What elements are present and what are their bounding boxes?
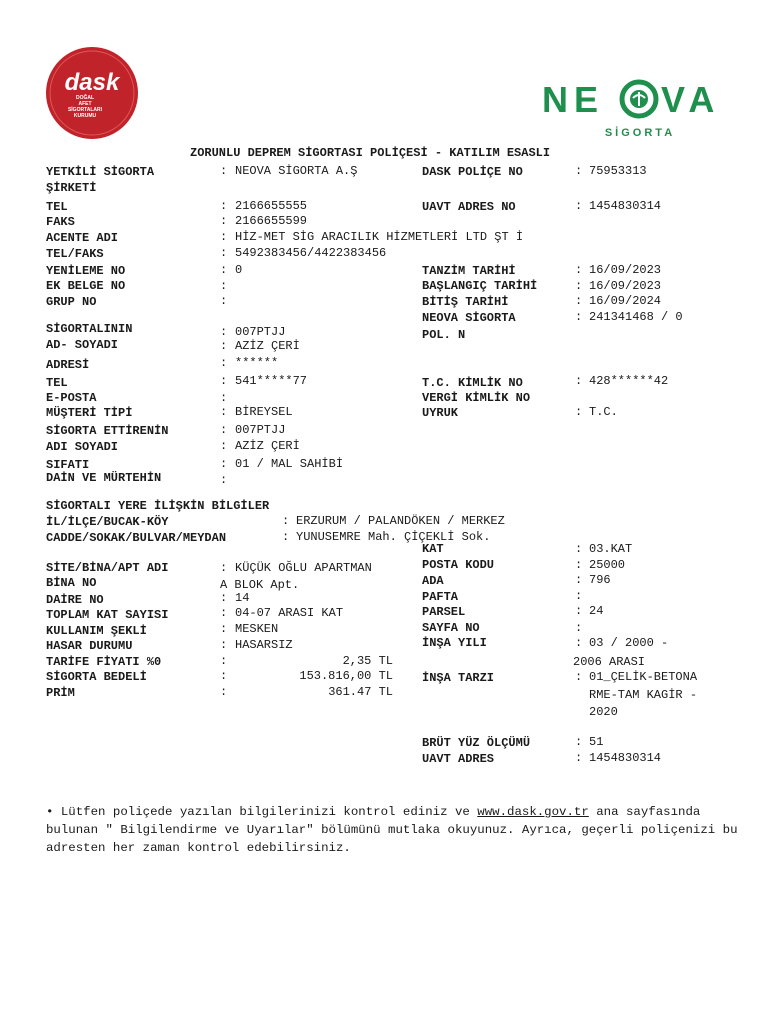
tarife-value: 2,35 TL [342,654,393,668]
dain-label: DAİN VE MÜRTEHİN [46,471,162,485]
daire-label: DAİRE NO [46,593,104,607]
posta-value: 25000 [589,558,626,572]
bitis-label: BİTİŞ TARİHİ [422,295,509,309]
info-note-text-2: ana sayfasında bulunan " Bilgilendirme ve Uyarılar" bölümünü mutlaka okuyunuz. Ayrıca, geçerli poliçenizi bu adresten her zaman kontrol edebilirsiniz. [46,805,738,855]
sigortali-value: 007PTJJ [235,325,286,339]
baslangic-label: BAŞLANGIÇ TARİHİ [422,279,538,293]
colon: : [220,606,228,620]
uyruk-label: UYRUK [422,406,459,420]
faks-value: 2166655599 [235,214,308,228]
neova-label: NEOVA SİGORTA [422,311,516,325]
colon: : [220,457,228,471]
company-label-2: ŞİRKETİ [46,181,97,195]
colon: : [220,339,228,353]
colon: : [220,439,228,453]
uavt-label: UAVT ADRES NO [422,200,516,214]
parsel-label: PARSEL [422,605,466,619]
colon: : [220,473,228,487]
dask-logo-sub-4: KURUMU [73,113,97,119]
tel2-value: 541*****77 [235,374,308,388]
bina-value: A BLOK Apt. [220,578,300,592]
insa-value-2: 2006 ARASI [573,655,646,669]
colon: : [220,356,228,370]
colon: : [220,246,228,260]
pafta-label: PAFTA [422,590,459,604]
hasar-value: HASARSIZ [235,638,293,652]
tel-value: 2166655555 [235,199,308,213]
daire-value: 14 [235,591,250,605]
colon: : [575,670,583,684]
colon: : [220,294,228,308]
acente-label: ACENTE ADI [46,231,119,245]
info-note [46,803,746,857]
acente-value: HİZ-MET SİG ARACILIK HİZMETLERİ LTD ŞT İ [235,230,524,244]
tc-value: 428******42 [589,374,669,388]
colon: : [575,621,583,635]
colon: : [575,573,583,587]
neova-logo-sub: SİGORTA [604,127,676,139]
colon: : [220,405,228,419]
baslangic-value: 16/09/2023 [589,279,662,293]
section-heading: SİGORTALI YERE İLİŞKİN BİLGİLER [46,499,270,513]
katsay-label: TOPLAM KAT SAYISI [46,608,169,622]
colon: : [220,561,228,575]
colon: : [282,530,290,544]
colon: : [220,669,228,683]
adres-label: ADRESİ [46,358,90,372]
neova-logo-left: NE [542,79,605,120]
ettiren-value: 007PTJJ [235,423,286,437]
tc-label: T.C. KİMLİK NO [422,376,523,390]
colon: : [575,294,583,308]
cadde-value: YUNUSEMRE Mah. ÇİÇEKLİ Sok. [296,530,491,544]
prim-value: 361.47 TL [328,685,393,699]
colon: : [220,654,228,668]
adi-label: ADI SOYADI [46,440,119,454]
brut-label: BRÜT YÜZ ÖLÇÜMÜ [422,736,531,750]
telfaks-label: TEL/FAKS [46,247,104,261]
colon: : [220,214,228,228]
police-value: 75953313 [589,164,647,178]
musteri-label: MÜŞTERİ TİPİ [46,406,133,420]
police-label: DASK POLİÇE NO [422,165,523,179]
sifati-label: SIFATI [46,458,90,472]
tel-label: TEL [46,200,68,214]
dask-logo-sub-2: AFET [78,101,92,107]
dask-logo-sub-3: SİGORTALARI [67,107,103,113]
bedel-label: SİGORTA BEDELİ [46,670,147,684]
colon: : [575,164,583,178]
neova-logo-right: VA [661,79,721,120]
colon: : [575,751,583,765]
company-value: NEOVA SİGORTA A.Ş [235,164,358,178]
hasar-label: HASAR DURUMU [46,639,133,653]
tarz-value: 01_ÇELİK-BETONA [589,670,698,684]
colon: : [220,622,228,636]
adres-value: ****** [235,356,279,370]
company-label: YETKİLİ SİGORTA [46,165,155,179]
posta-label: POSTA KODU [422,558,495,572]
colon: : [575,636,583,650]
colon: : [575,310,583,324]
colon: : [575,558,583,572]
ekbelge-label: EK BELGE NO [46,279,126,293]
neova-value: 241341468 / 0 [589,310,683,324]
cadde-label: CADDE/SOKAK/BULVAR/MEYDAN [46,531,227,545]
dask-logo-text: dask [64,69,120,96]
bina-label: BİNA NO [46,576,97,590]
brut-value: 51 [589,735,604,749]
tarife-label: TARİFE FİYATI %0 [46,655,162,669]
colon: : [220,374,228,388]
tanzim-label: TANZİM TARİHİ [422,264,516,278]
colon: : [575,735,583,749]
faks-label: FAKS [46,215,75,229]
sayfa-label: SAYFA NO [422,621,480,635]
colon: : [282,514,290,528]
adsoyad-value: AZİZ ÇERİ [235,339,300,353]
tanzim-value: 16/09/2023 [589,263,662,277]
adsoyad-label: AD- SOYADI [46,338,119,352]
katsay-value: 04-07 ARASI KAT [235,606,344,620]
colon: : [575,279,583,293]
colon: : [575,405,583,419]
sigortali-label: SİGORTALININ [46,322,133,336]
colon: : [220,423,228,437]
colon: : [220,325,228,339]
ada-label: ADA [422,574,444,588]
dask-link[interactable]: www.dask.gov.tr [477,805,589,819]
insa-value: 03 / 2000 - [589,636,669,650]
kullanim-value: MESKEN [235,622,279,636]
colon: : [575,263,583,277]
bedel-value: 153.816,00 TL [299,669,393,683]
bitis-value: 16/09/2024 [589,294,662,308]
colon: : [575,604,583,618]
insa-label: İNŞA YILI [422,636,487,650]
telfaks-value: 5492383456/4422383456 [235,246,387,260]
prim-label: PRİM [46,686,75,700]
colon: : [575,374,583,388]
colon: : [220,279,228,293]
colon: : [575,199,583,213]
grup-label: GRUP NO [46,295,97,309]
ettiren-label: SİGORTA ETTİRENİN [46,424,169,438]
ada-value: 796 [589,573,611,587]
pol-label: POL. N [422,328,466,342]
colon: : [220,164,228,178]
colon: : [575,589,583,603]
tarz-value-2: RME-TAM KAGİR - [589,688,698,702]
colon: : [220,230,228,244]
eposta-label: E-POSTA [46,391,97,405]
il-label: İL/İLÇE/BUCAK-KÖY [46,515,169,529]
uavt-value: 1454830314 [589,199,662,213]
site-value: KÜÇÜK OĞLU APARTMAN [235,561,372,575]
il-value: ERZURUM / PALANDÖKEN / MERKEZ [296,514,505,528]
colon: : [220,391,228,405]
colon: : [220,638,228,652]
uavt2-value: 1454830314 [589,751,662,765]
tarz-label: İNŞA TARZI [422,671,495,685]
colon: : [220,685,228,699]
uavt2-label: UAVT ADRES [422,752,495,766]
sifati-value: 01 / MAL SAHİBİ [235,457,344,471]
kat-label: KAT [422,542,444,556]
musteri-value: BİREYSEL [235,405,293,419]
dask-logo [45,46,139,140]
uyruk-value: T.C. [589,405,618,419]
colon: : [220,591,228,605]
parsel-value: 24 [589,604,604,618]
tel2-label: TEL [46,376,68,390]
colon: : [220,263,228,277]
tarz-value-3: 2020 [589,705,618,719]
site-label: SİTE/BİNA/APT ADI [46,561,169,575]
colon: : [220,199,228,213]
colon: : [575,542,583,556]
kat-value: 03.KAT [589,542,633,556]
kullanim-label: KULLANIM ŞEKLİ [46,624,147,638]
yenileme-label: YENİLEME NO [46,264,126,278]
vergi-label: VERGİ KİMLİK NO [422,391,531,405]
info-note-text-1: • Lütfen poliçede yazılan bilgilerinizi kontrol ediniz ve [46,805,478,819]
policy-title: ZORUNLU DEPREM SİGORTASI POLİÇESİ - KATILIM ESASLI [190,146,551,160]
dask-logo-sub-1: DOĞAL [75,95,95,101]
yenileme-value: 0 [235,263,243,277]
neova-logo [540,76,732,140]
adi-value: AZİZ ÇERİ [235,439,300,453]
